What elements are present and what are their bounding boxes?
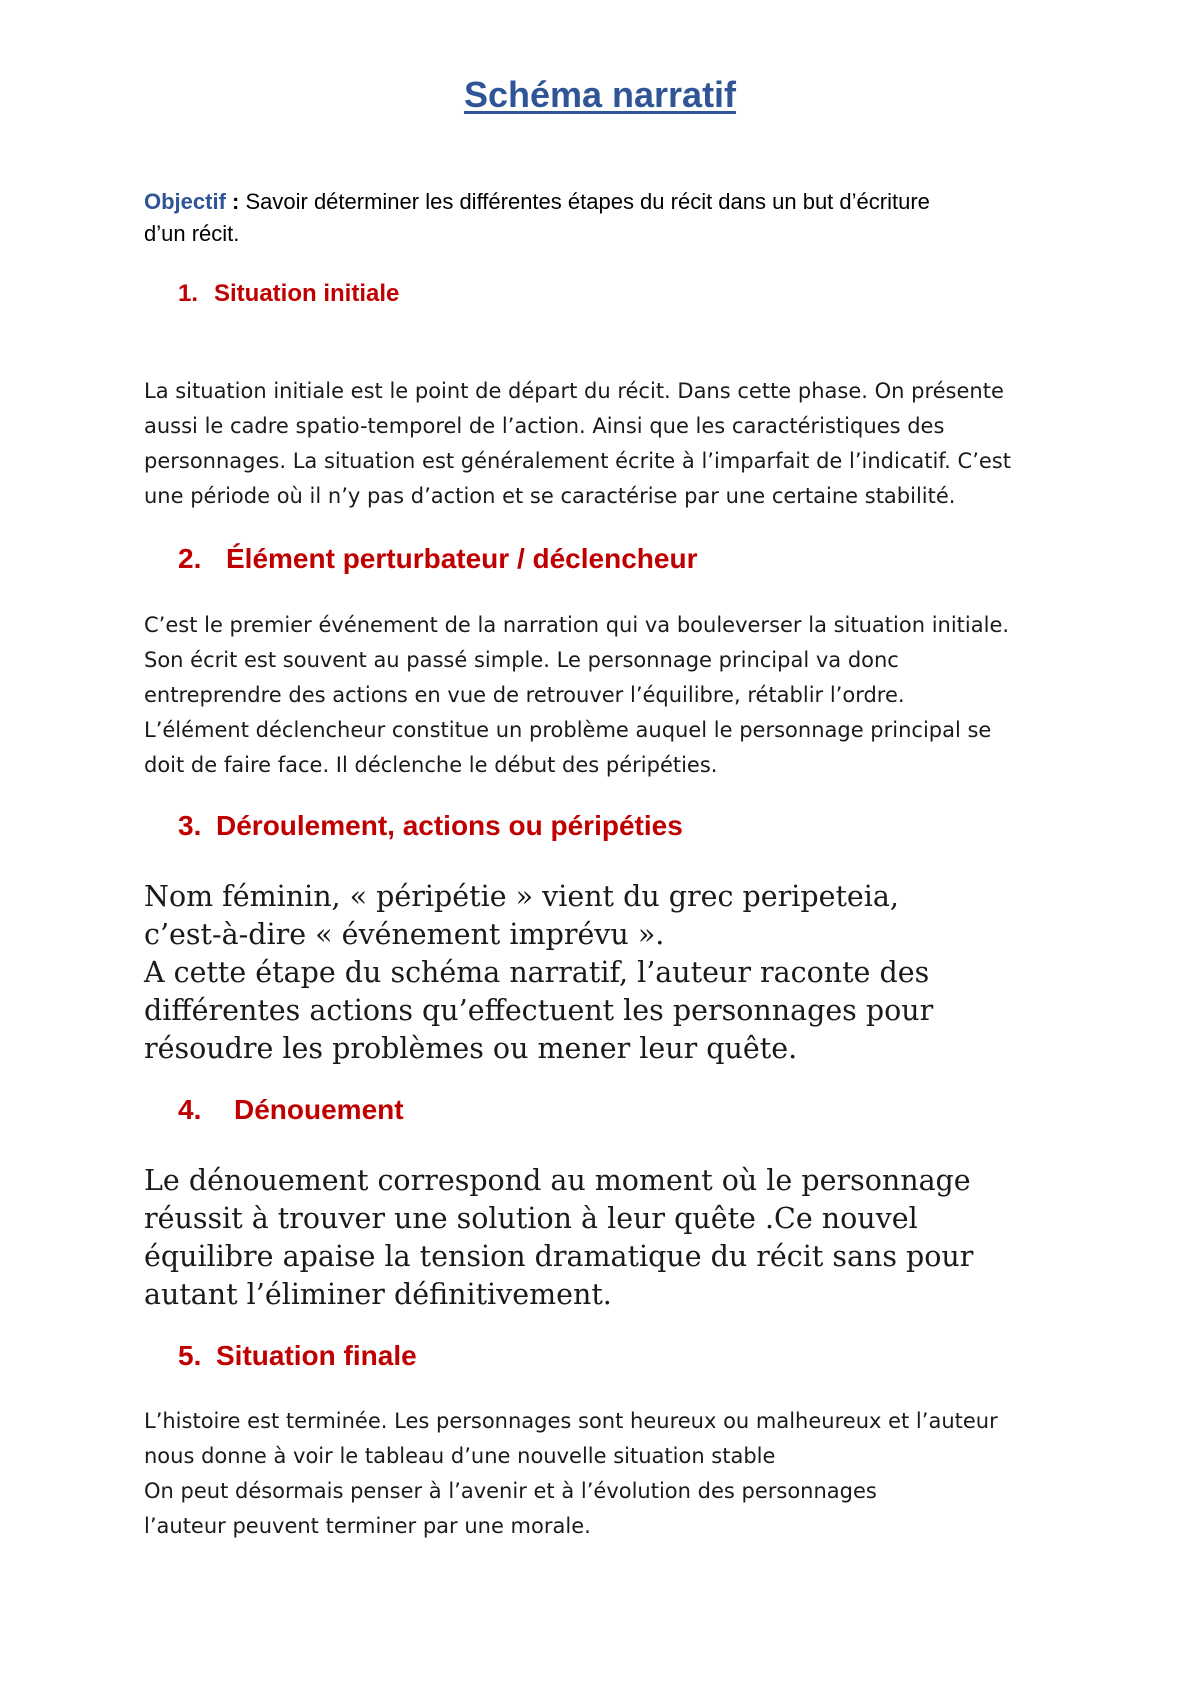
section-4-line: équilibre apaise la tension dramatique du récit sans pour [144, 1240, 974, 1273]
section-4-title: Dénouement [234, 1094, 404, 1125]
section-4-paragraph [144, 1162, 1104, 1314]
section-5-line: L’histoire est terminée. Les personnages sont heureux ou malheureux et l’auteur [144, 1409, 998, 1433]
section-1-heading [178, 280, 399, 308]
section-5-paragraph [144, 1404, 1104, 1544]
section-1-paragraph [144, 374, 1104, 514]
section-2-paragraph [144, 608, 1104, 783]
section-4-heading [178, 1094, 404, 1126]
section-1-line: aussi le cadre spatio-temporel de l’action. Ainsi que les caractéristiques des [144, 414, 945, 438]
section-2-line: entreprendre des actions en vue de retrouver l’équilibre, rétablir l’ordre. [144, 683, 905, 707]
section-5-number: 5. [178, 1340, 202, 1371]
section-1-line: une période où il n’y pas d’action et se caractérise par une certaine stabilité. [144, 484, 956, 508]
section-3-heading [178, 810, 683, 842]
section-4-line: Le dénouement correspond au moment où le personnage [144, 1164, 971, 1197]
section-4-line: réussit à trouver une solution à leur quête .Ce nouvel [144, 1202, 918, 1235]
objective-text-line1: Savoir déterminer les différentes étapes du récit dans un but d’écriture [239, 189, 930, 214]
section-2-line: C’est le premier événement de la narration qui va bouleverser la situation initiale. [144, 613, 1010, 637]
section-3-line: c’est-à-dire « événement imprévu ». [144, 918, 665, 951]
page-title: Schéma narratif [463, 74, 737, 115]
section-4-line: autant l’éliminer définitivement. [144, 1278, 612, 1311]
section-3-line: résoudre les problèmes ou mener leur quête. [144, 1032, 798, 1065]
section-5-line: l’auteur peuvent terminer par une morale. [144, 1514, 591, 1538]
section-5-title: Situation finale [216, 1340, 417, 1371]
section-2-line: L’élément déclencheur constitue un problème auquel le personnage principal se [144, 718, 992, 742]
section-3-line: A cette étape du schéma narratif, l’auteur raconte des [144, 956, 930, 989]
section-2-number: 2. [178, 543, 202, 574]
section-5-line: nous donne à voir le tableau d’une nouvelle situation stable [144, 1444, 776, 1468]
section-2-heading [178, 543, 697, 575]
objective-text-line2: d’un récit. [144, 221, 240, 246]
objective-label: Objectif [144, 189, 226, 214]
section-1-title: Situation initiale [214, 280, 400, 307]
section-3-line: Nom féminin, « péripétie » vient du grec peripeteia, [144, 880, 899, 913]
objective-colon: : [225, 189, 240, 214]
section-2-line: doit de faire face. Il déclenche le début des péripéties. [144, 753, 718, 777]
section-5-line: On peut désormais penser à l’avenir et à l’évolution des personnages [144, 1479, 877, 1503]
section-3-paragraph [144, 878, 1104, 1068]
section-4-number: 4. [178, 1094, 202, 1125]
section-3-line: différentes actions qu’effectuent les personnages pour [144, 994, 934, 1027]
section-5-heading [178, 1340, 417, 1372]
section-2-line: Son écrit est souvent au passé simple. Le personnage principal va donc [144, 648, 899, 672]
section-1-number: 1. [178, 280, 199, 307]
section-3-title: Déroulement, actions ou péripéties [216, 810, 683, 841]
section-2-title: Élément perturbateur / déclencheur [226, 543, 698, 574]
objective-paragraph [144, 186, 1094, 250]
section-3-number: 3. [178, 810, 202, 841]
section-1-line: personnages. La situation est généralement écrite à l’imparfait de l’indicatif. C’est [144, 449, 1011, 473]
section-1-line: La situation initiale est le point de départ du récit. Dans cette phase. On présente [144, 379, 1004, 403]
